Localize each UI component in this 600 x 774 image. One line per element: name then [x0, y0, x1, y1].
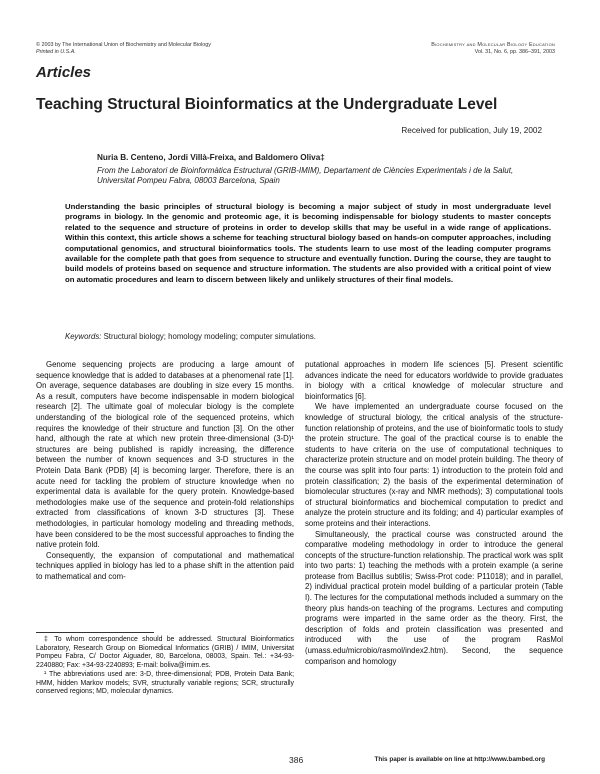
affiliation: From the Laboratori de Bioinformàtica Estructural (GRIB-IMIM), Departament de Ciències Experimentals i de la Salut, Universitat Pompeu Fabra, 08003 Barcelona, Spain	[97, 166, 514, 186]
journal-header	[431, 42, 555, 56]
abstract: Understanding the basic principles of structural biology is becoming a major subject of study in most undergraduate level programs in biology. In the genomic and proteomic age, it is becoming indispensable for biology students to master concepts related to the sequence and structure of proteins in order to develop skills that may be useful in a wide range of applications. Within this context, this article shows a scheme for teaching structural biology based on hands-on computer approaches, including computational genomics, and structural bioinformatics tools. The students learn to use most of the leading computer programs available for the complete path that goes from sequence to structure and eventually function. During the course, they are taught to build models of proteins based on sequence and structure information. The students are also provided with a critical point of view on automatic procedures and learn to discern between likely and unlikely structures of their final models.	[65, 202, 551, 284]
body-paragraph: putational approaches in modern life sciences [5]. Present scientific advances indicate the need for educators worldwide to provide graduates in biology with a critical knowledge of molecular structure and bioinformatics [6].	[305, 360, 563, 401]
printed-in-line: Printed in U.S.A.	[36, 49, 76, 55]
body-paragraph: Consequently, the expansion of computational and mathematical techniques applied in biology has led to a phase shift in the attention paid to mathematical and com-	[36, 550, 294, 581]
body-column-right	[305, 360, 563, 667]
volume-info: Vol. 31, No. 6, pp. 386–391, 2003	[474, 49, 555, 55]
footnote-rule	[36, 632, 154, 633]
received-date: Received for publication, July 19, 2002	[401, 126, 542, 135]
author-list: Nuria B. Centeno, Jordi Villà-Freixa, and Baldomero Oliva‡	[97, 153, 325, 162]
keywords	[65, 332, 316, 341]
online-availability-footer: This paper is available on line at http://www.bambed.org	[374, 756, 545, 763]
copyright-header	[36, 42, 211, 56]
body-paragraph: We have implemented an undergraduate course focused on the knowledge of structural biology, the critical analysis of the structure-function relationship of proteins, and the use of bioinformatic tools to study the protein structure. The goal of the practical course is to enable the students to have criteria on the use of computational techniques to characterize protein structure and on model protein building. The theory of the course was split into four parts: 1) introduction to the protein fold and protein classification; 2) the basis of the experimental determination of biomolecular structures (x-ray and NMR methods); 3) computational tools of structural bioinformatics and biochemical computation to predict and analyze the protein structure and its folding; and 4) particular examples of some proteins and their interactions.	[305, 402, 563, 528]
keywords-text: Structural biology; homology modeling; computer simulations.	[101, 332, 316, 341]
copyright-line: © 2003 by The International Union of Biochemistry and Molecular Biology	[36, 42, 211, 48]
article-title: Teaching Structural Bioinformatics at the Undergraduate Level	[36, 96, 498, 113]
page-number: 386	[289, 755, 304, 765]
journal-name: Biochemistry and Molecular Biology Education	[431, 42, 555, 48]
body-paragraph: Simultaneously, the practical course was constructed around the comparative modeling methodology in order to introduce the general concepts of the structure-function relationship. The practical work was split into two parts: 1) teaching the methods with a protein example (a serine protease from Bacillus subtilis; Swiss-Prot code: P11018); and in parallel, 2) individual practical protein model building of a particular protein (Table I). The lectures for the computational methods included a summary on the theory plus hands-on teaching of the programs. Lectures and computing programs were imparted in the same order as the theory. First, the description of folds and protein classification was presented and introduced with the use of the program RasMol (umass.edu/microbio/rasmol/index2.htm). Second, the sequence comparison and homology	[305, 529, 563, 666]
section-label: Articles	[36, 64, 92, 81]
footnote-correspondence: ‡ To whom correspondence should be addressed. Structural Bioinformatics Laboratory, Research Group on Biomedical Informatics (GRIB) / IMIM, Universitat Pompeu Fabra, C/ Doctor Aiguader, 80, Barcelona, 08003, Spain. Tel.: +34-93-2240880; Fax: +34-93-2240893; E-mail: boliva@imim.es.	[36, 636, 294, 670]
body-paragraph: Genome sequencing projects are producing a large amount of sequence knowledge that is added to databases at a phenomenal rate [1]. On average, sequence databases are doubling in size every 15 months. As a result, computers have become indispensable in modern biological research [2]. The ultimate goal of molecular biology is the complete understanding of the biological role of the sequenced proteins, which requires the knowledge of their structure and function [3]. On the other hand, although the rate at which new protein three-dimensional (3-D)¹ structures are being published is rapidly increasing, the difference between the number of known sequences and 3-D structures in the Protein Data Bank (PDB) [4] is becoming larger. Therefore, there is an acute need for tackling the problem of structure knowledge when no experimental data is available for the query protein. Knowledge-based methodologies make use of the sequence and protein-fold relationships extracted from classifications of known 3-D structures [3]. These methodologies, in particular homology modeling and threading methods, have been considered to be the most successful approaches to finding the native protein fold.	[36, 360, 294, 550]
footnotes	[36, 636, 294, 697]
keywords-label: Keywords:	[65, 332, 102, 341]
footnote-abbreviations: ¹ The abbreviations used are: 3-D, three-dimensional; PDB, Protein Data Bank; HMM, hidden Markov models; SVR, structurally variable regions; SCR, structurally conserved regions; MD, molecular dynamics.	[36, 670, 294, 696]
body-column-left	[36, 360, 294, 582]
